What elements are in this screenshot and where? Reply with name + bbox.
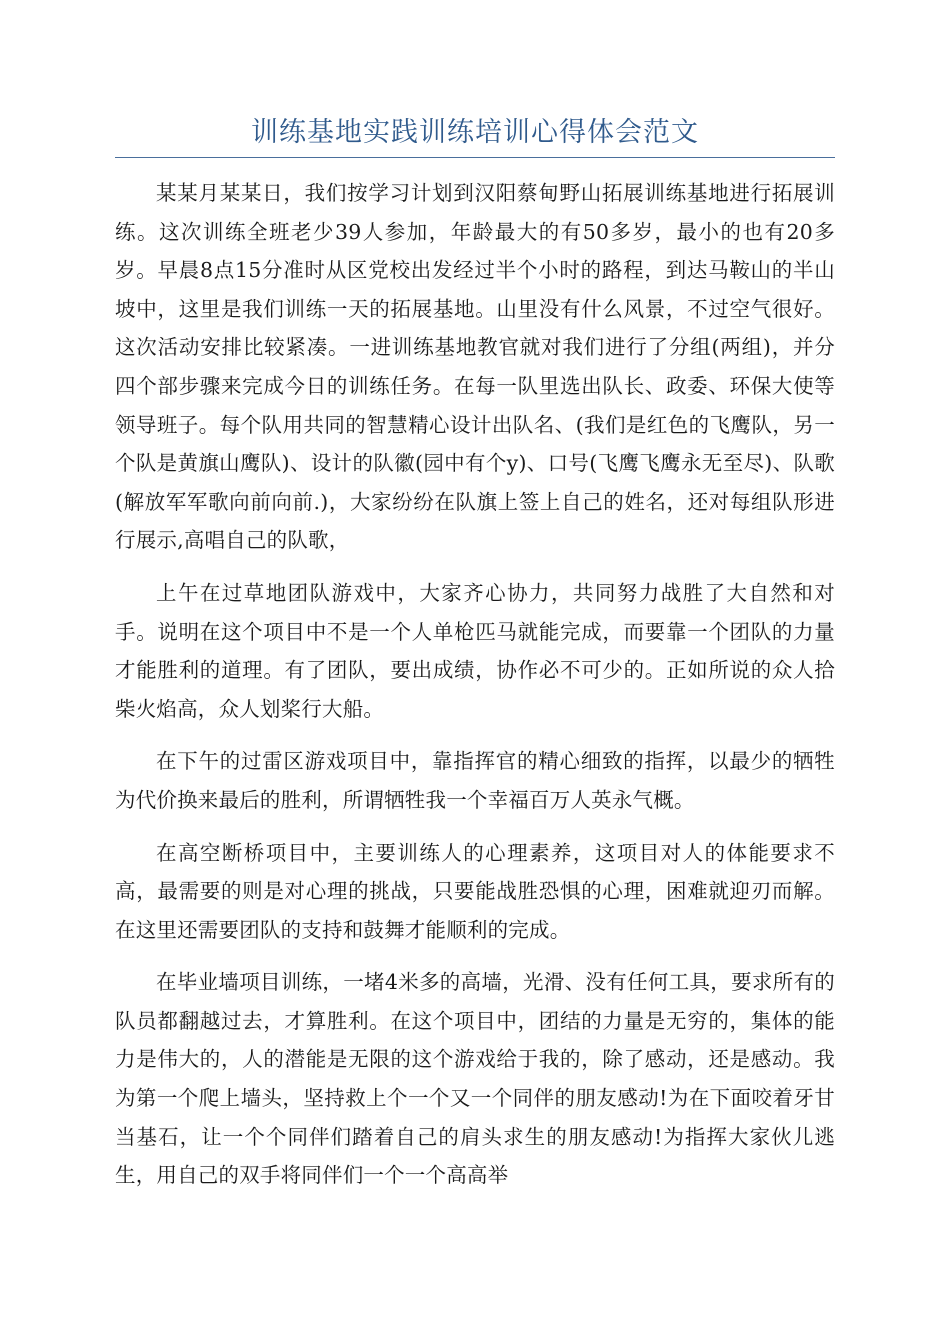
paragraph-2: 上午在过草地团队游戏中，大家齐心协力，共同努力战胜了大自然和对手。说明在这个项目中不是一个人单枪匹马就能完成，而要靠一个团队的力量才能胜利的道理。有了团队，要出成绩，协作必不可少的。正如所说的众人拾柴火焰高，众人划桨行大船。 [115,580,835,721]
paragraph-5: 在毕业墙项目训练，一堵4米多的高墙，光滑、没有任何工具，要求所有的队员都翻越过去，才算胜利。在这个项目中，团结的力量是无穷的，集体的能力是伟大的，人的潜能是无限的这个游戏给于我的，除了感动，还是感动。我为第一个爬上墙头，坚持救上个一个又一个同伴的朋友感动!为在下面咬着牙甘当基石，让一个个同伴们踏着自己的肩头求生的朋友感动!为指挥大家伙儿逃生，用自己的双手将同伴们一个一个高高举 [115,970,835,1188]
title-block [115,112,835,158]
document-body [115,174,835,1209]
page-title: 训练基地实践训练培训心得体会范文 [251,117,699,148]
paragraph-1: 某某月某某日，我们按学习计划到汉阳蔡甸野山拓展训练基地进行拓展训练。这次训练全班老少39人参加，年龄最大的有50多岁，最小的也有20多岁。早晨8点15分准时从区党校出发经过半个小时的路程，到达马鞍山的半山坡中，这里是我们训练一天的拓展基地。山里没有什么风景，不过空气很好。这次活动安排比较紧凑。一进训练基地教官就对我们进行了分组(两组)，并分四个部步骤来完成今日的训练任务。在每一队里选出队长、政委、环保大使等领导班子。每个队用共同的智慧精心设计出队名、(我们是红色的飞鹰队，另一个队是黄旗山鹰队)、设计的队徽(园中有个y)、口号(飞鹰飞鹰永无至尽)、队歌(解放军军歌向前向前.)，大家纷纷在队旗上签上自己的姓名，还对每组队形进行展示,高唱自己的队歌， [115,181,835,553]
paragraph-3: 在下午的过雷区游戏项目中，靠指挥官的精心细致的指挥，以最少的牺牲为代价换来最后的胜利，所谓牺牲我一个幸福百万人英永气概。 [115,749,835,812]
paragraph-4: 在高空断桥项目中，主要训练人的心理素养，这项目对人的体能要求不高，最需要的则是对心理的挑战，只要能战胜恐惧的心理，困难就迎刃而解。在这里还需要团队的支持和鼓舞才能顺利的完成。 [115,840,835,942]
